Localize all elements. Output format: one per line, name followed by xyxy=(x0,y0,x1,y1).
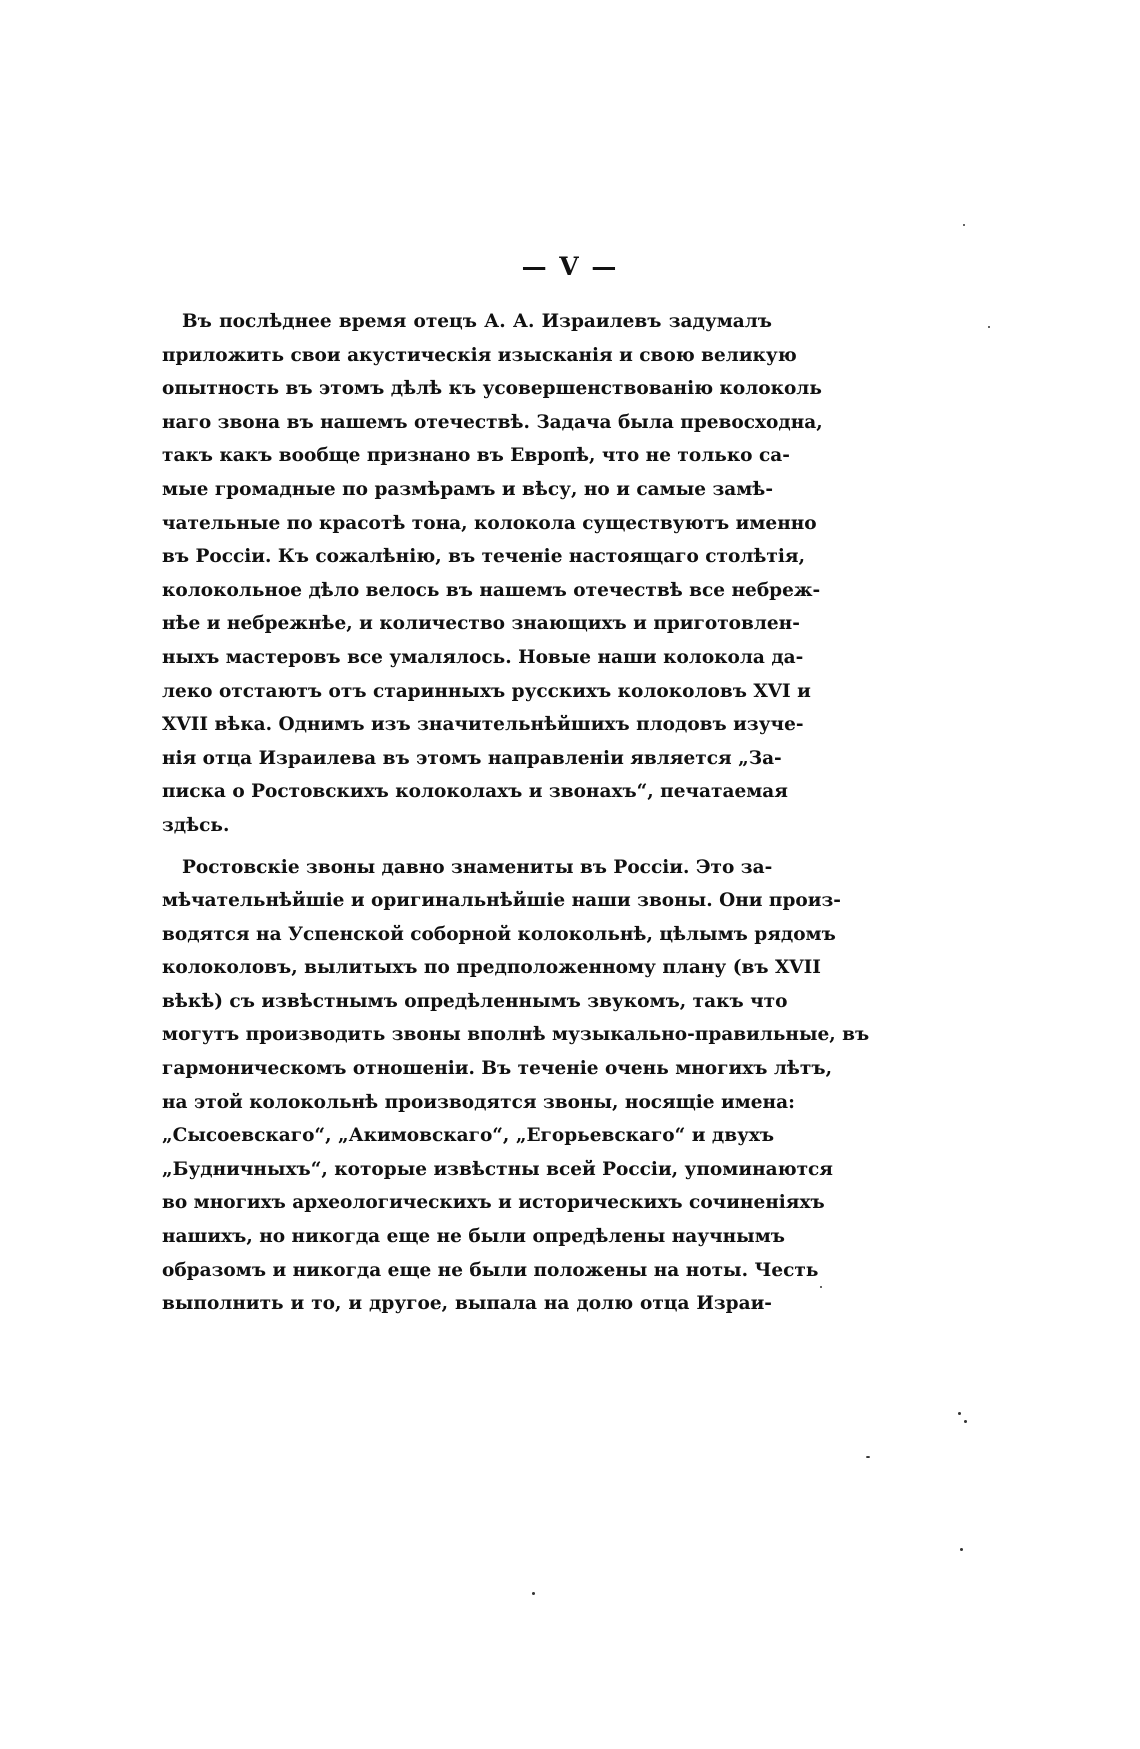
text-line: нія отца Израилева въ этомъ направленіи является „За- xyxy=(162,747,782,769)
text-line: опытность въ этомъ дѣлѣ къ усовершенствованію колоколь xyxy=(162,378,822,400)
body-text xyxy=(162,305,870,1321)
paragraph-spacer xyxy=(162,843,772,851)
text-line: мые громадные по размѣрамъ и вѣсу, но и самые замѣ- xyxy=(162,478,773,500)
paragraph-1 xyxy=(162,305,823,843)
scan-speck xyxy=(958,1412,961,1415)
text-line: нѣе и небрежнѣе, и количество знающихъ и приготовлен- xyxy=(162,613,800,635)
text-line: выполнить и то, и другое, выпала на долю отца Израи- xyxy=(162,1293,772,1315)
text-line: такъ какъ вообще признано въ Европѣ, что не только са- xyxy=(162,445,790,467)
text-line: писка о Ростовскихъ колоколахъ и звонахъ“, печатаемая xyxy=(162,781,788,803)
text-line: „Будничныхъ“, которые извѣстны всей Россіи, упоминаются xyxy=(162,1158,833,1180)
text-line: „Сысоевскаго“, „Акимовскаго“, „Егорьевскаго“ и двухъ xyxy=(162,1125,775,1147)
scan-speck xyxy=(963,224,965,226)
text-line: ныхъ мастеровъ все умалялось. Новые наши колокола да- xyxy=(162,646,804,668)
text-line: мѣчательнѣйшіе и оригинальнѣйшіе наши звоны. Они произ- xyxy=(162,890,841,912)
text-line: гармоническомъ отношеніи. Въ теченіе очень многихъ лѣтъ, xyxy=(162,1058,833,1080)
page-number: — V — xyxy=(521,252,619,281)
text-line: водятся на Успенской соборной колокольнѣ, цѣлымъ рядомъ xyxy=(162,923,836,945)
paragraph-2 xyxy=(162,851,870,1321)
scan-speck xyxy=(820,1286,822,1288)
scan-speck xyxy=(960,1548,963,1551)
text-line: на этой колокольнѣ производятся звоны, носящіе имена: xyxy=(162,1091,795,1113)
text-line: нашихъ, но никогда еще не были опредѣлены научнымъ xyxy=(162,1226,785,1248)
text-line: вѣкѣ) съ извѣстнымъ опредѣленнымъ звукомъ, такъ что xyxy=(162,990,788,1012)
scan-speck xyxy=(988,326,990,328)
text-line: XVII вѣка. Однимъ изъ значительнѣйшихъ плодовъ изуче- xyxy=(162,714,804,736)
text-line: здѣсь. xyxy=(162,814,230,836)
text-line: наго звона въ нашемъ отечествѣ. Задача была превосходна, xyxy=(162,411,823,433)
text-line: чательные по красотѣ тона, колокола существуютъ именно xyxy=(162,512,817,534)
text-line: леко отстаютъ отъ старинныхъ русскихъ колоколовъ XVI и xyxy=(162,680,811,702)
text-line: Ростовскіе звоны давно знамениты въ Россіи. Это за- xyxy=(182,856,773,878)
text-line: приложить свои акустическія изысканія и свою великую xyxy=(162,344,797,366)
scan-speck xyxy=(532,1592,535,1595)
scan-speck xyxy=(866,1456,870,1458)
scan-speck xyxy=(964,1420,967,1423)
text-line: образомъ и никогда еще не были положены на ноты. Честь xyxy=(162,1259,819,1281)
text-line: Въ послѣднее время отецъ А. А. Израилевъ задумалъ xyxy=(182,311,772,332)
text-line: во многихъ археологическихъ и историческихъ сочиненіяхъ xyxy=(162,1192,825,1214)
text-line: колокольное дѣло велось въ нашемъ отечествѣ все небреж- xyxy=(162,579,821,601)
text-line: могутъ производить звоны вполнѣ музыкально-правильные, въ xyxy=(162,1024,870,1046)
text-line: колоколовъ, вылитыхъ по предположенному плану (въ XVII xyxy=(162,957,821,979)
text-line: въ Россіи. Къ сожалѣнію, въ теченіе настоящаго столѣтія, xyxy=(162,546,806,568)
